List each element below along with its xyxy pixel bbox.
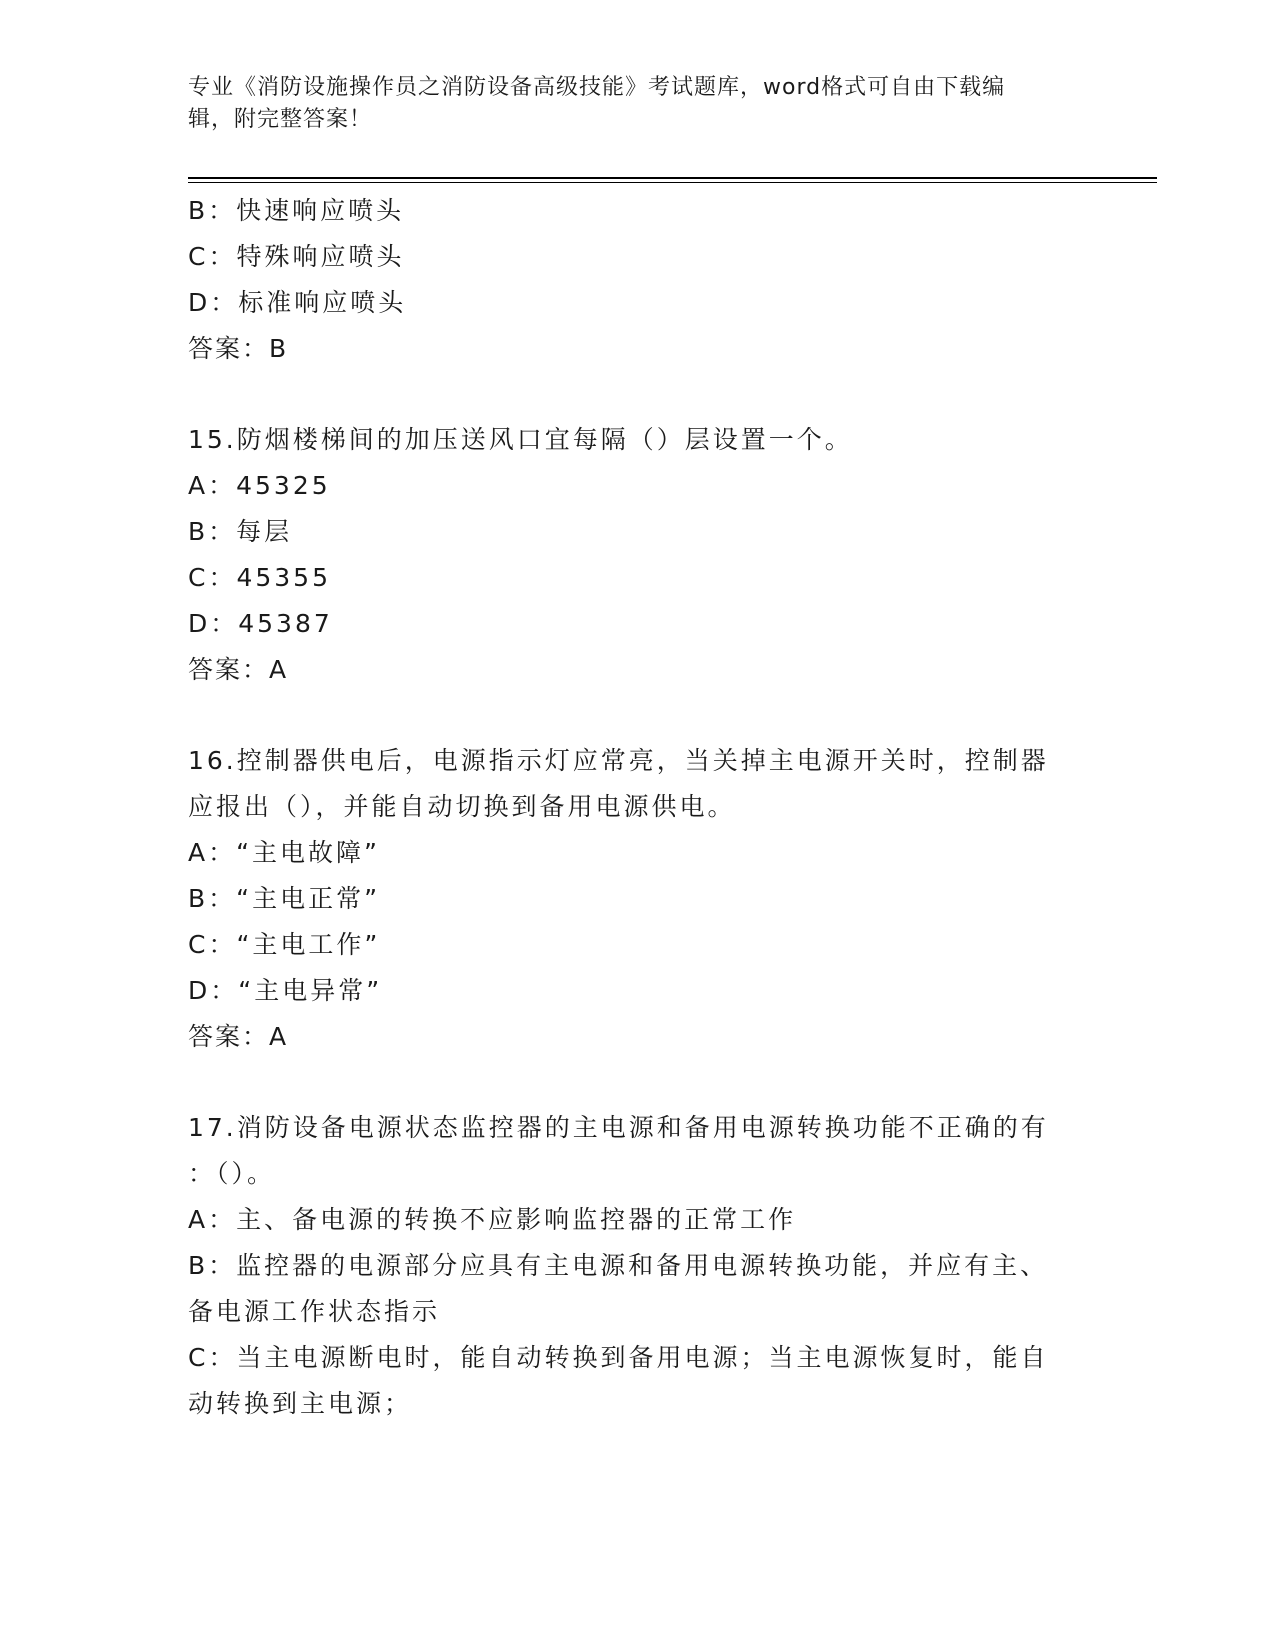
q16-option-c: C：“主电工作” [188, 930, 381, 959]
q15-option-c: C：45355 [188, 563, 331, 592]
question-17 [188, 1105, 1088, 1427]
q16-option-b: B：“主电正常” [188, 884, 381, 913]
q16-option-d: D：“主电异常” [188, 976, 383, 1005]
q15-stem: 15.防烟楼梯间的加压送风口宜每隔（）层设置一个。 [188, 425, 853, 454]
question-15 [188, 417, 1088, 693]
q17-option-b-line-1: B：监控器的电源部分应具有主电源和备用电源转换功能，并应有主、 [188, 1251, 1049, 1280]
header-divider-thick [188, 177, 1157, 179]
question-spacer [188, 1060, 1088, 1105]
q15-answer: 答案：A [188, 655, 289, 684]
question-spacer [188, 693, 1088, 738]
question-list [188, 188, 1088, 1427]
q17-option-a: A：主、备电源的转换不应影响监控器的正常工作 [188, 1205, 797, 1234]
q17-option-c-line-2: 动转换到主电源； [188, 1389, 413, 1418]
q14-option-c: C：特殊响应喷头 [188, 242, 405, 271]
header-divider-thin [188, 182, 1157, 183]
header-line-1: 专业《消防设施操作员之消防设备高级技能》考试题库，word格式可自由下载编 [188, 75, 1006, 100]
q14-option-b: B：快速响应喷头 [188, 196, 405, 225]
question-14-tail [188, 188, 1088, 372]
q16-stem-line-2: 应报出（），并能自动切换到备用电源供电。 [188, 792, 736, 821]
q16-stem-line-1: 16.控制器供电后，电源指示灯应常亮，当关掉主电源开关时，控制器 [188, 746, 1049, 775]
header-line-2: 辑，附完整答案！ [188, 107, 373, 132]
q17-option-b-line-2: 备电源工作状态指示 [188, 1297, 441, 1326]
q16-option-a: A：“主电故障” [188, 838, 381, 867]
q14-option-d: D：标准响应喷头 [188, 288, 407, 317]
document-header [188, 72, 1078, 136]
question-spacer [188, 372, 1088, 417]
q16-answer: 答案：A [188, 1022, 289, 1051]
q15-option-a: A：45325 [188, 471, 331, 500]
q17-option-c-line-1: C：当主电源断电时，能自动转换到备用电源；当主电源恢复时，能自 [188, 1343, 1049, 1372]
q15-option-b: B：每层 [188, 517, 293, 546]
q14-answer: 答案：B [188, 334, 289, 363]
q15-option-d: D：45387 [188, 609, 333, 638]
question-16 [188, 738, 1088, 1060]
q17-stem-line-1: 17.消防设备电源状态监控器的主电源和备用电源转换功能不正确的有 [188, 1113, 1049, 1142]
q17-stem-line-2: ：（）。 [188, 1159, 276, 1188]
